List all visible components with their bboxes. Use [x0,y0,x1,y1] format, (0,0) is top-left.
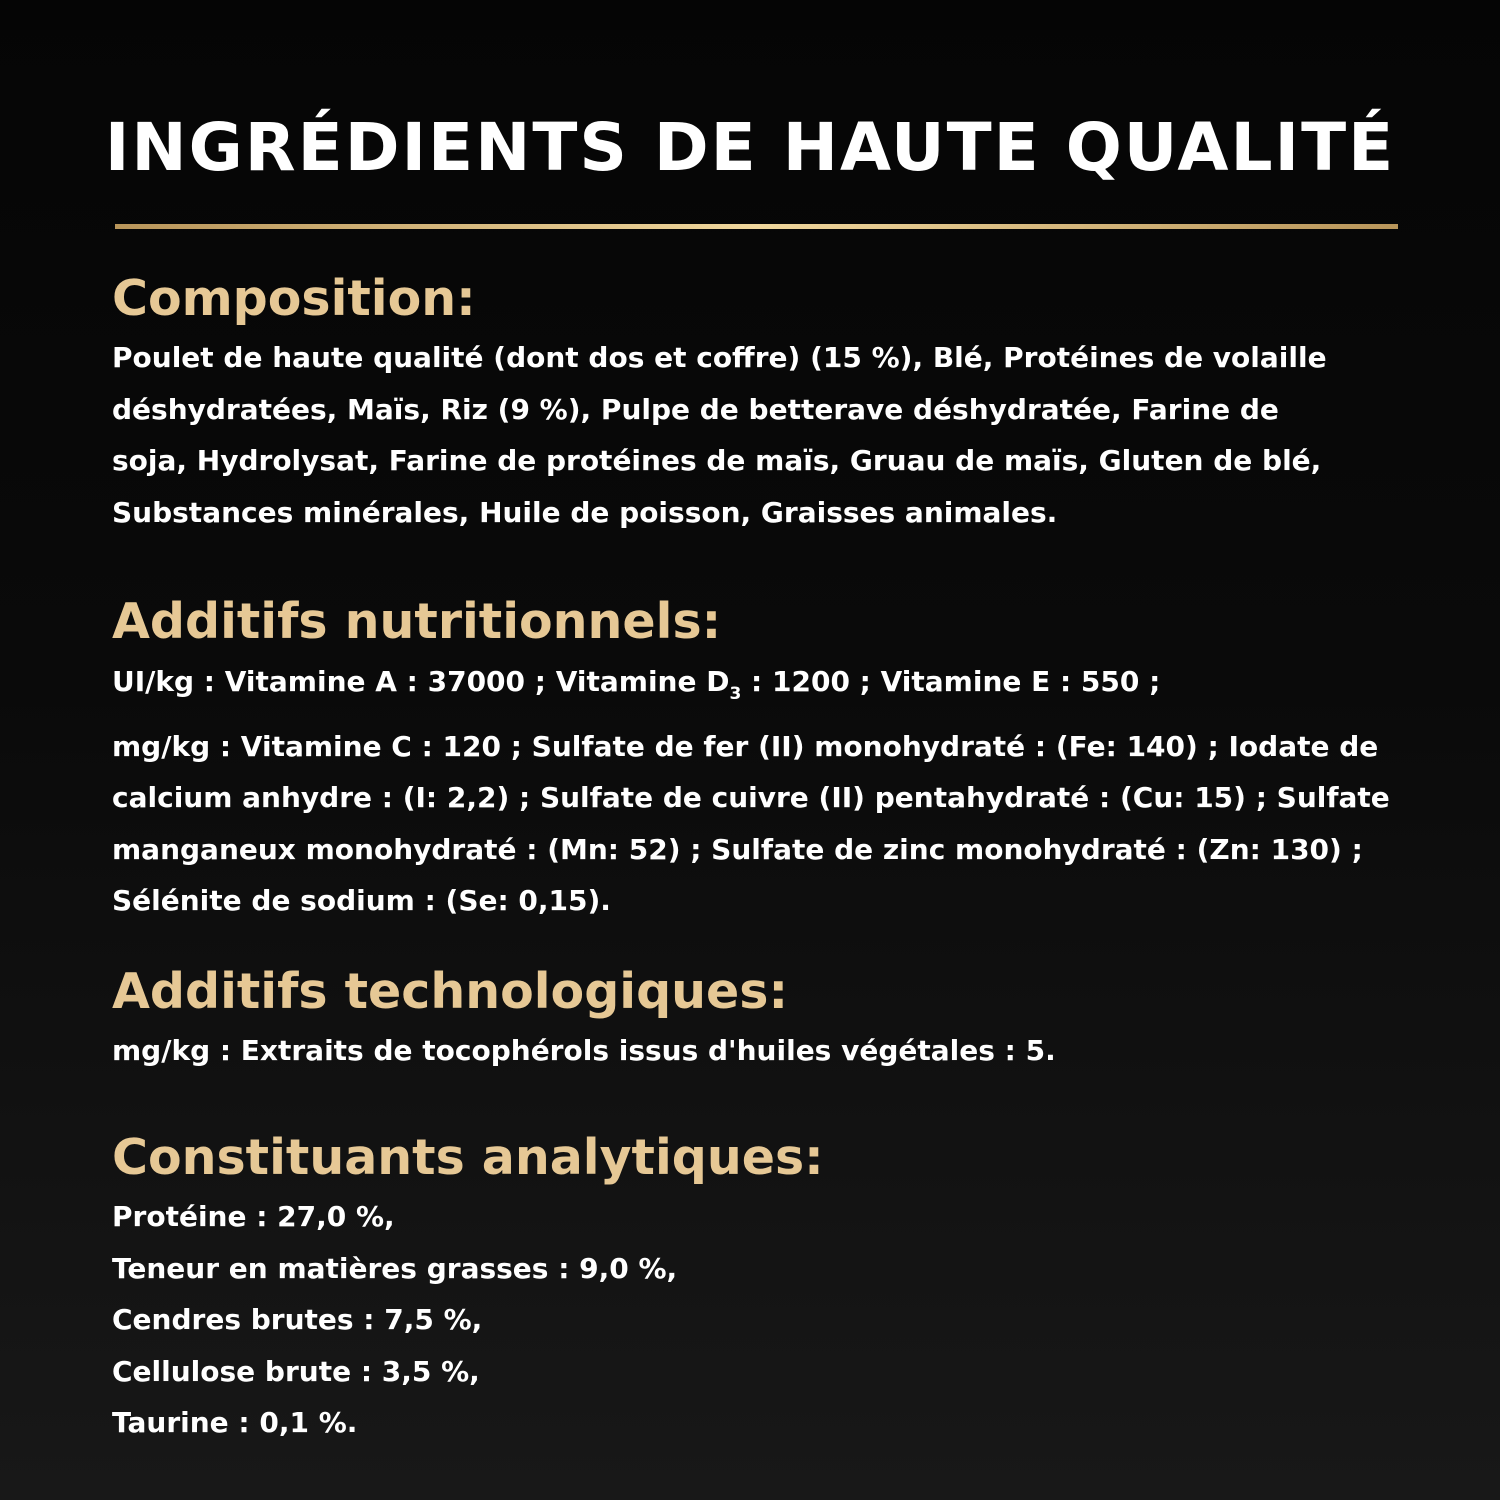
text-line: Poulet de haute qualité (dont dos et coffre) (15 %), Blé, Protéines de volaille [112,341,1327,374]
technological-additives-heading: Additifs technologiques: [112,963,789,1020]
nutritional-additives-heading: Additifs nutritionnels: [112,593,722,650]
text-line: mg/kg : Extraits de tocophérols issus d'huiles végétales : 5. [112,1034,1056,1067]
nutritional-additives-section [112,591,1412,927]
title-divider [115,224,1398,229]
technological-additives-section [112,961,1412,1077]
text-line: calcium anhydre : (I: 2,2) ; Sulfate de cuivre (II) pentahydraté : (Cu: 15) ; Sulfate [112,781,1390,814]
page-title: INGRÉDIENTS DE HAUTE QUALITÉ [104,109,1396,186]
composition-text [112,332,1412,538]
text-line: soja, Hydrolysat, Farine de protéines de maïs, Gruau de maïs, Gluten de blé, [112,444,1322,477]
text-line: Cellulose brute : 3,5 %, [112,1354,480,1388]
text-line: déshydratées, Maïs, Riz (9 %), Pulpe de betterave déshydratée, Farine de [112,392,1279,426]
subscript: 3 [729,684,742,704]
text-line [112,656,1412,721]
text-line: Teneur en matières grasses : 9,0 %, [112,1251,678,1285]
text-line: Sélénite de sodium : (Se: 0,15). [112,884,611,917]
analytical-constituents-heading: Constituants analytiques: [112,1129,824,1186]
composition-heading: Composition: [112,270,476,327]
text-line: Protéine : 27,0 %, [112,1200,395,1233]
composition-section [112,268,1412,538]
analytical-constituents-text [112,1191,1412,1449]
text-line: Taurine : 0,1 %. [112,1406,358,1439]
analytical-constituents-section [112,1127,1412,1449]
text-line: Cendres brutes : 7,5 %, [112,1303,483,1336]
nutritional-additives-text [112,656,1412,927]
vitamin-line-end: : 1200 ; Vitamine E : 550 ; [741,665,1161,698]
vitamin-line-start: UI/kg : Vitamine A : 37000 ; Vitamine D [112,665,730,698]
text-line: manganeux monohydraté : (Mn: 52) ; Sulfate de zinc monohydraté : (Zn: 130) ; [112,832,1363,866]
text-line: mg/kg : Vitamine C : 120 ; Sulfate de fer (II) monohydraté : (Fe: 140) ; Iodate de [112,729,1379,763]
technological-additives-text [112,1025,1412,1077]
text-line: Substances minérales, Huile de poisson, Graisses animales. [112,495,1058,529]
